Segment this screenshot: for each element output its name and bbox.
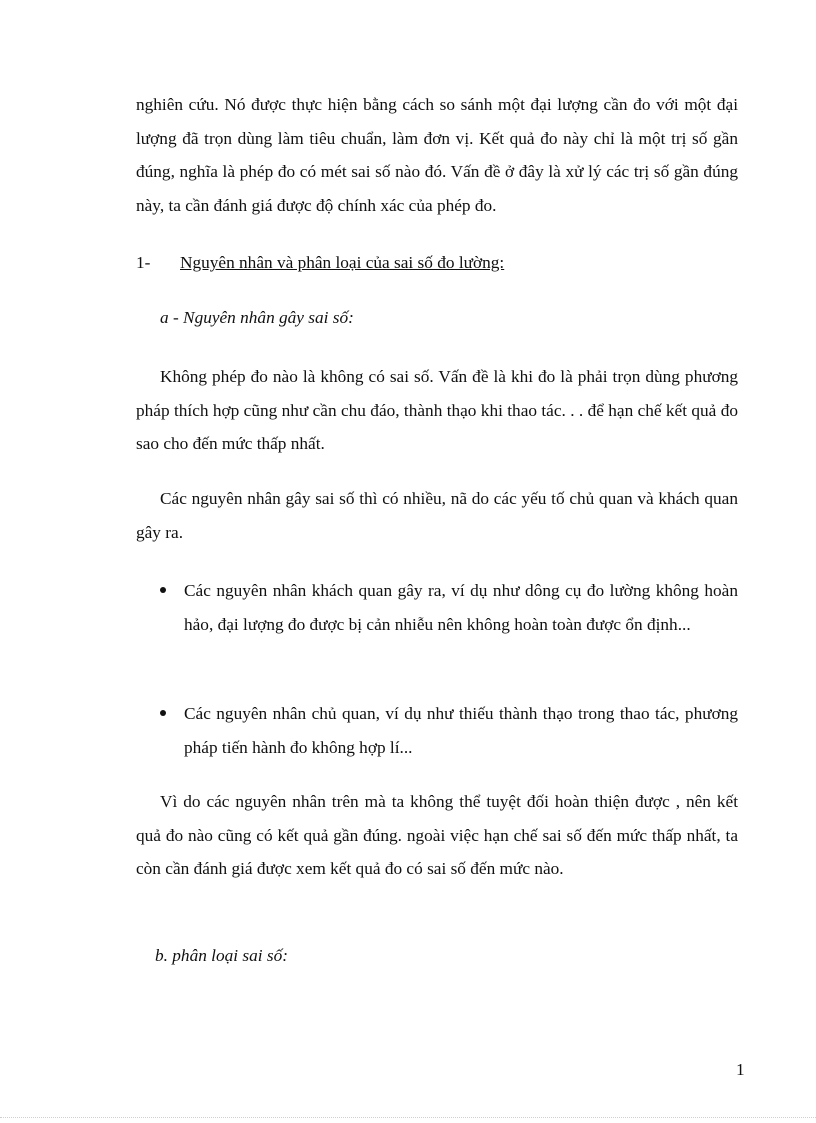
bullet-text: Các nguyên nhân chủ quan, ví dụ như thiếu thành thạo trong thao tác, phương pháp tiến hành đo không hợp lí... (184, 704, 738, 757)
bullet-item-objective (160, 574, 738, 641)
bullet-icon (160, 587, 166, 593)
intro-paragraph: nghiên cứu. Nó được thực hiện bằng cách so sánh một đại lượng cần đo với một đại lượng đã trọn dùng làm tiêu chuẩn, làm đơn vị. Kết quả đo này chỉ là một trị số gần đúng, nghĩa là phép đo có mét sai số nào đó. Vấn đề ở đây là xử lý các trị số gần đúng này, ta cần đánh giá được độ chính xác của phép đo. (136, 95, 738, 215)
page-bottom-divider (0, 1117, 816, 1118)
section-title: Nguyên nhân và phân loại của sai số đo lường: (180, 253, 505, 272)
bullet-icon (160, 710, 166, 716)
bullet-text: Các nguyên nhân khách quan gây ra, ví dụ như dông cụ đo lường không hoàn hảo, đại lượng đo được bị cản nhiễu nên không hoàn toàn được ổn định... (184, 581, 738, 634)
causes-paragraph: Các nguyên nhân gây sai số thì có nhiều, nã do các yếu tố chủ quan và khách quan gây ra. (136, 489, 738, 542)
page-number: 1 (736, 1060, 745, 1079)
conclusion-paragraph: Vì do các nguyên nhân trên mà ta không thể tuyệt đối hoàn thiện được , nên kết quả đo nào cũng có kết quả gần đúng. ngoài việc hạn chế sai số đến mức thấp nhất, ta còn cần đánh giá được xem kết quả đo có sai số đến mức nào. (136, 792, 738, 878)
section-heading (136, 251, 504, 275)
no-error-paragraph: Không phép đo nào là không có sai số. Vấn đề là khi đo là phải trọn dùng phương pháp thích hợp cũng như cần chu đáo, thành thạo khi thao tác. . . để hạn chế kết quả đo sao cho đến mức thấp nhất. (136, 367, 738, 453)
subsection-b-heading: b. phân loại sai số: (155, 946, 288, 965)
subsection-a-heading: a - Nguyên nhân gây sai số: (160, 308, 354, 327)
section-number: 1- (136, 253, 151, 272)
bullet-item-subjective (160, 697, 738, 764)
